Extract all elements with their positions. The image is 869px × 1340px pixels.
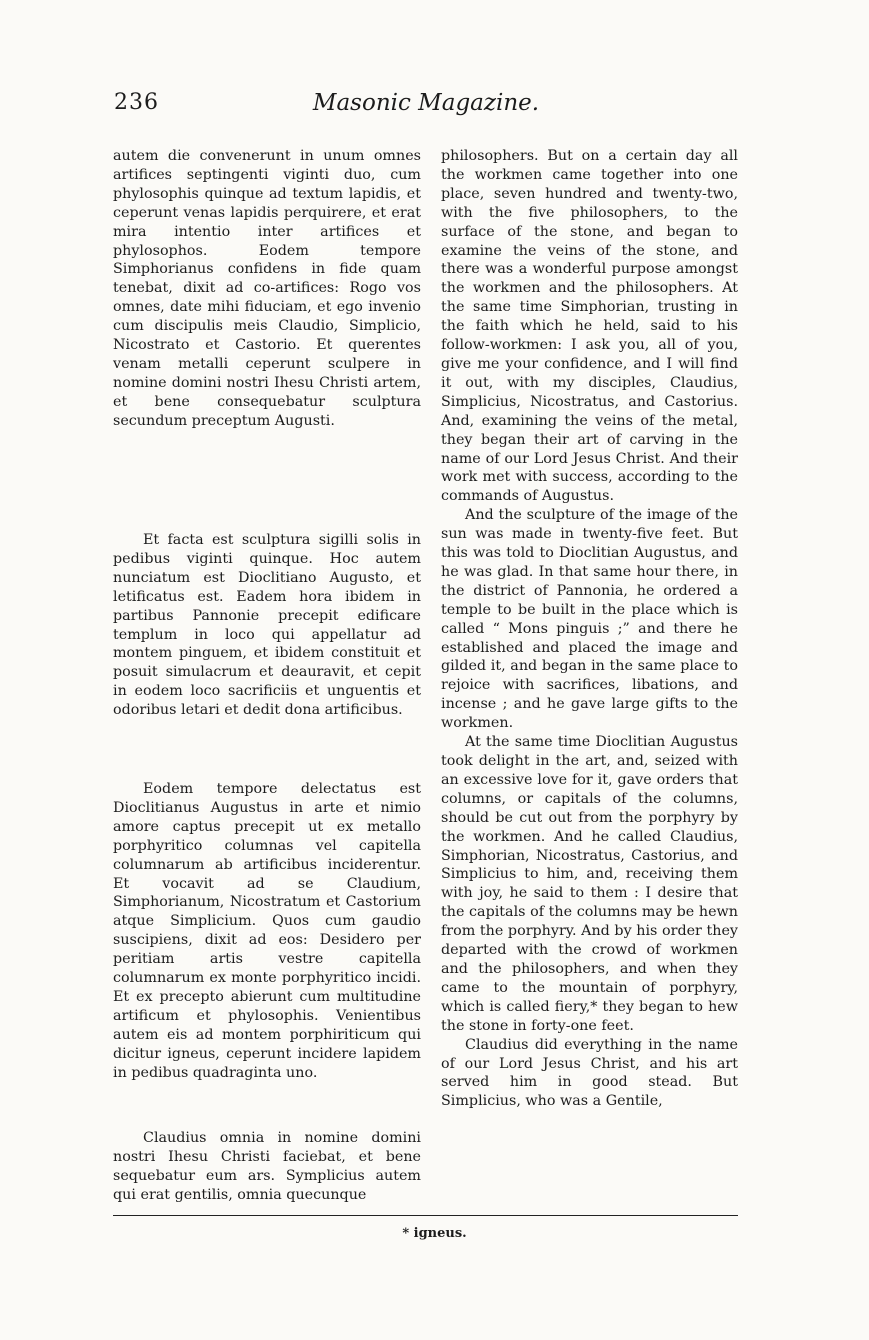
english-paragraph-2: And the sculpture of the image of the sun was made in twenty-five feet. But this was told to Dioclitian Augustus, and he was glad. In that same hour there, in the district of Pannonia, he ordered a temple to be built in the place which is called “ Mons pinguis ;” and there he established and placed the image and gilded it, and began in the same place to rejoice with sacrifices, libations, and incense ; and he gave large gifts to the workmen. (441, 507, 738, 732)
english-paragraph-1: philosophers. But on a certain day all the workmen came together into one place, seven hundred and twenty-two, with the five philosophers, to the surface of the stone, and began to examine the veins of the stone, and there was a wonderful purpose amongst the workmen and the philosophers. At the same time Simphorian, trusting in the faith which he held, said to his follow-workmen: I ask you, all of you, give me your confidence, and I will find it out, with my disciples, Claudius, Simplicius, Nicostratus, and Castorius. And, examining the veins of the metal, they began their art of carving in the name of our Lord Jesus Christ. And their work met with success, according to the commands of Augustus. (441, 148, 738, 505)
english-column (441, 147, 738, 1111)
latin-paragraph-2: Et facta est sculptura sigilli solis in pedibus viginti quinque. Hoc autem nunciatum est Dioclitiano Augusto, et letificatus est. Eadem hora ibidem in partibus Pannonie precepit edificare templum in loco qui appellatur ad montem pinguem, et ibidem constituit et posuit simulacrum et deauravit, et cepit in eodem loco sacrificiis et unguentis et odoribus letari et dedit dona artificibus. (113, 532, 421, 719)
latin-paragraph-1: autem die convenerunt in unum omnes artifices septingenti viginti duo, cum phylosophis quinque ad textum lapidis, et ceperunt venas lapidis perquirere, et erat mira intentio inter artifices et phylosophos. Eodem tempore Simphorianus confidens in fide quam tenebat, dixit ad co-artifices: Rogo vos omnes, date mihi fiduciam, et ego invenio cum discipulis meis Claudio, Simplicio, Nicostrato et Castorio. Et querentes venam metalli ceperunt sculpere in nomine domini nostri Ihesu Christi artem, et bene consequebatur sculptura secundum preceptum Augusti. (113, 148, 421, 429)
page-number: 236 (114, 90, 159, 115)
footnote: * igneus. (402, 1226, 467, 1241)
english-paragraph-3: At the same time Dioclitian Augustus took delight in the art, and, seized with an excessive love for it, gave orders that columns, or capitals of the columns, should be cut out from the porphyry by the workmen. And he called Claudius, Simphorian, Nicostratus, Castorius, and Simplicius to him, and, receiving them with joy, he said to them : I desire that the capitals of the columns may be hewn from the porphyry. And by his order they departed with the crowd of workmen and the philosophers, and when they came to the mountain of porphyry, which is called fiery,* they began to hew the stone in forty-one feet. (441, 734, 738, 1034)
latin-paragraph-3: Eodem tempore delectatus est Dioclitianus Augustus in arte et nimio amore captus precepit ut ex metallo porphyritico columnas vel capitella columnarum ab artificibus inciderentur. Et vocavit ad se Claudium, Simphorianum, Nicostratum et Castorium atque Simplicium. Quos cum gaudio suscipiens, dixit ad eos: Desidero per peritiam artis vestre capitella columnarum ex monte porphyritico incidi. Et ex precepto abierunt cum multitudine artificum et phylosophis. Venientibus autem eis ad montem porphiriticum qui dicitur igneus, ceperunt incidere lapidem in pedibus quadraginta uno. (113, 781, 421, 1081)
footnote-divider (113, 1215, 738, 1216)
english-paragraph-4: Claudius did everything in the name of our Lord Jesus Christ, and his art served him in good stead. But Simplicius, who was a Gentile, (441, 1036, 738, 1110)
running-title: Masonic Magazine. (312, 90, 540, 116)
latin-paragraph-4: Claudius omnia in nomine domini nostri Ihesu Christi faciebat, et bene sequebatur eum ars. Symplicius autem qui erat gentilis, omnia quecunque (113, 1130, 421, 1203)
page-header (114, 90, 738, 124)
